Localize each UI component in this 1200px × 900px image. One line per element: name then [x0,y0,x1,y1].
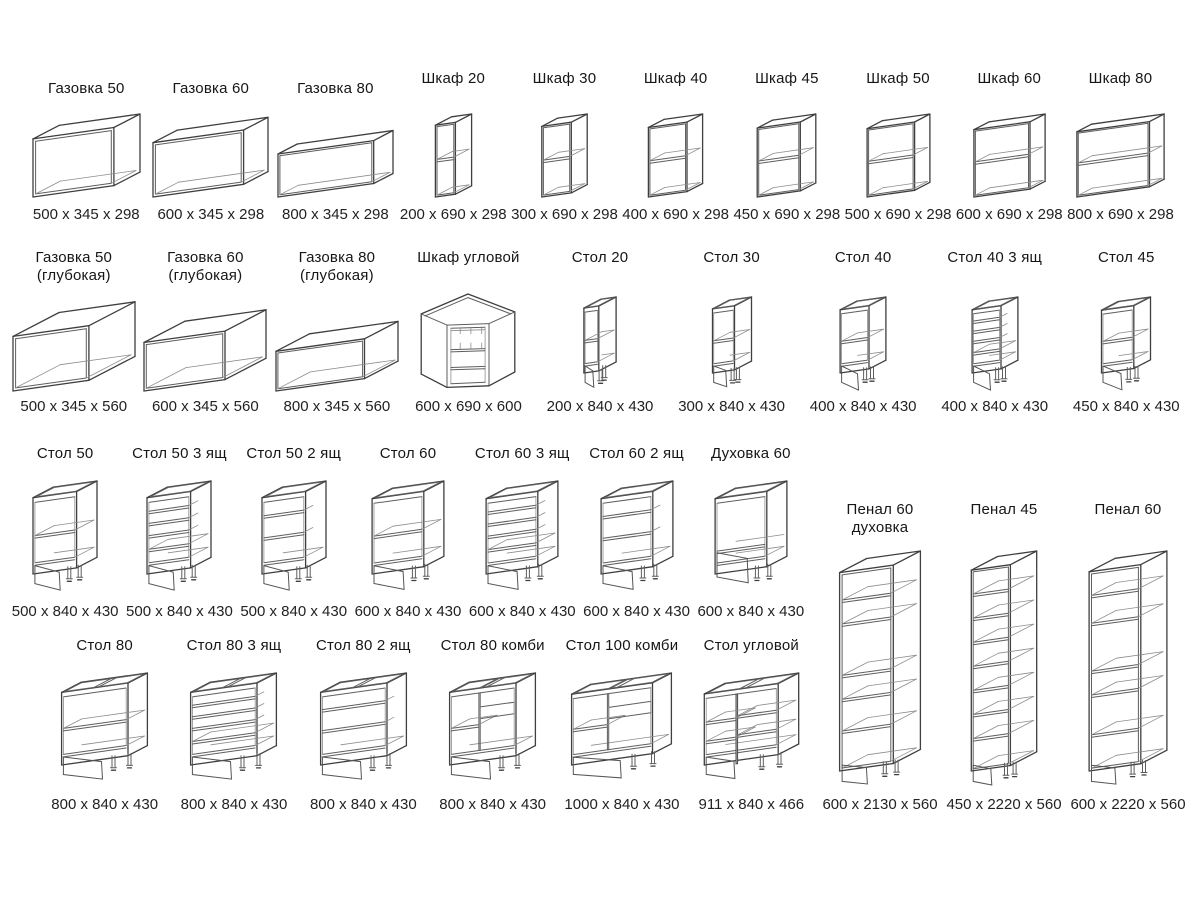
module-card [40,635,169,815]
module-drawing-base-2drawer [237,475,351,598]
module-drawing-corner-wall [402,291,534,397]
module-drawing-tall-45 [942,545,1066,791]
module-card [666,245,798,417]
module-label: Стол 80 2 ящ [315,637,411,654]
module-card [351,443,465,622]
module-dimensions: 500 x 345 x 560 [20,398,128,415]
module-card [428,635,557,815]
module-label: Стол 50 2 ящ [246,445,342,462]
module-label: Газовка 80 [297,80,374,97]
module-drawing-wall-shelf [1065,108,1176,203]
module-dimensions: 600 x 2130 x 560 [822,796,938,813]
module-dimensions: 400 x 840 x 430 [809,398,917,415]
module-dimensions: 800 x 690 x 298 [1067,206,1174,223]
module-card [509,62,620,225]
module-drawing-base-2drawer [299,667,428,789]
module-label: Стол 60 2 ящ [589,445,684,462]
module-card [273,62,398,225]
module-label: Шкаф 50 [866,70,930,87]
module-label: Стол 20 [571,249,629,266]
module-dimensions: 800 x 345 x 298 [281,206,389,223]
module-card [403,245,535,417]
module-drawing-wall-shelf [731,108,842,203]
module-label: Газовка 60 [172,80,250,97]
module-label: Пенал 45 [970,501,1038,518]
module-dimensions: 600 x 2220 x 560 [1070,796,1186,813]
module-card [797,245,929,417]
module-dimensions: 400 x 690 x 298 [622,206,730,223]
module-drawing-open-box [273,108,398,203]
module-label: Стол 40 [834,249,892,266]
module-card [620,62,731,225]
module-dimensions: 300 x 840 x 430 [678,398,785,415]
module-card [942,443,1066,815]
module-card [237,443,351,622]
module-drawing-base-combi [557,667,686,789]
module-drawing-base-open [351,475,465,598]
row-base-50-60-modules [8,443,808,622]
module-card [465,443,579,622]
module-label: Стол 50 [36,445,94,462]
module-dimensions: 800 x 345 x 560 [283,398,391,415]
module-dimensions: 500 x 345 x 298 [32,206,140,223]
module-label: Пенал 60 [1094,501,1162,518]
module-card [731,62,842,225]
module-dimensions: 450 x 840 x 430 [1072,398,1180,415]
module-card [299,635,428,815]
module-dimensions: 600 x 840 x 430 [354,603,462,620]
module-dimensions: 500 x 690 x 298 [844,206,952,223]
module-drawing-base-corner [687,667,816,789]
module-drawing-open-box [24,108,149,203]
row-wall-modules [24,62,1176,225]
module-card [534,245,666,417]
module-dimensions: 500 x 840 x 430 [126,603,233,620]
module-label: Газовка 50 [47,80,125,97]
module-drawing-open-box [8,291,140,397]
module-dimensions: 600 x 345 x 560 [151,398,259,415]
module-drawing-base-3drawer [929,291,1061,397]
module-card [557,635,686,815]
module-card [398,62,509,225]
module-card [954,62,1065,225]
module-dimensions: 600 x 690 x 600 [415,398,522,415]
module-drawing-base-open [40,667,169,789]
module-card [8,245,140,417]
module-drawing-base-2drawer [580,475,694,598]
row-base-80-100-modules [40,635,816,815]
module-card [1065,62,1176,225]
module-label: Стол 80 3 ящ [186,637,282,654]
module-label: Стол 100 комби [565,637,679,654]
module-label: Стол 80 комби [440,637,545,654]
module-label: Газовка 80 (глубокая) [298,249,376,284]
module-label: Газовка 60 (глубокая) [167,249,244,284]
module-dimensions: 800 x 840 x 430 [309,796,417,813]
module-drawing-open-box [139,291,271,397]
module-card [842,62,953,225]
module-drawing-base-3drawer [122,475,236,598]
module-dimensions: 500 x 840 x 430 [11,603,119,620]
module-label: Шкаф 40 [643,70,708,87]
module-drawing-open-box [148,108,273,203]
module-drawing-open-box [271,291,403,397]
module-label: Шкаф 20 [421,70,486,87]
module-card [687,635,816,815]
module-label: Шкаф 60 [977,70,1042,87]
module-card [24,62,149,225]
module-drawing-base-open [534,291,666,397]
module-drawing-wall-shelf [954,108,1065,203]
module-card [271,245,403,417]
module-label: Газовка 50 (глубокая) [35,249,113,284]
module-drawing-base-oven [694,475,808,598]
module-dimensions: 800 x 840 x 430 [180,796,288,813]
module-card [1061,245,1193,417]
module-dimensions: 400 x 840 x 430 [941,398,1049,415]
module-card [122,443,236,622]
module-dimensions: 200 x 690 x 298 [399,206,507,223]
module-drawing-base-open [797,291,929,397]
module-label: Шкаф угловой [417,249,520,266]
module-card [8,443,122,622]
module-drawing-wall-shelf [398,108,509,203]
module-drawing-wall-shelf [509,108,620,203]
module-card [140,245,272,417]
module-label: Стол 80 [76,637,133,654]
module-drawing-base-combi [428,667,557,789]
module-dimensions: 800 x 840 x 430 [51,796,159,813]
module-dimensions: 500 x 840 x 430 [240,603,348,620]
module-label: Стол 40 3 ящ [947,249,1043,266]
module-label: Шкаф 30 [532,70,597,87]
module-label: Стол 60 [379,445,437,462]
module-label: Духовка 60 [710,445,791,462]
module-dimensions: 600 x 345 x 298 [157,206,265,223]
module-card [1066,443,1190,815]
module-dimensions: 911 x 840 x 466 [698,796,805,813]
module-label: Стол 50 3 ящ [132,445,227,462]
column-tall-modules [818,443,1190,815]
module-card [579,443,693,622]
module-dimensions: 600 x 840 x 430 [697,603,805,620]
module-drawing-tall-oven [818,545,942,791]
module-dimensions: 600 x 840 x 430 [468,603,576,620]
module-card [169,635,298,815]
module-label: Стол 45 [1098,249,1155,266]
module-drawing-base-open [666,291,798,397]
module-dimensions: 600 x 840 x 430 [583,603,690,620]
module-card [149,62,274,225]
module-card [929,245,1061,417]
module-dimensions: 450 x 2220 x 560 [946,796,1062,813]
module-drawing-wall-shelf [843,108,954,203]
module-drawing-base-3drawer [169,667,298,789]
module-drawing-base-open [1060,291,1192,397]
module-dimensions: 1000 x 840 x 430 [564,796,680,813]
module-card [818,443,942,815]
module-drawing-base-3drawer [465,475,579,598]
module-label: Шкаф 80 [1088,70,1153,87]
row-deep-and-base-modules [8,245,1192,417]
module-dimensions: 600 x 690 x 298 [955,206,1063,223]
module-dimensions: 450 x 690 x 298 [733,206,841,223]
module-card [694,443,808,622]
module-dimensions: 300 x 690 x 298 [511,206,618,223]
module-drawing-wall-shelf [620,108,731,203]
module-drawing-tall-60 [1066,545,1190,791]
module-label: Шкаф 45 [755,70,819,87]
module-label: Стол угловой [703,637,799,654]
module-label: Стол 30 [703,249,760,266]
module-dimensions: 200 x 840 x 430 [546,398,654,415]
module-dimensions: 800 x 840 x 430 [439,796,547,813]
module-drawing-base-open [8,475,122,598]
module-label: Стол 60 3 ящ [474,445,570,462]
module-label: Пенал 60 духовка [846,501,914,536]
